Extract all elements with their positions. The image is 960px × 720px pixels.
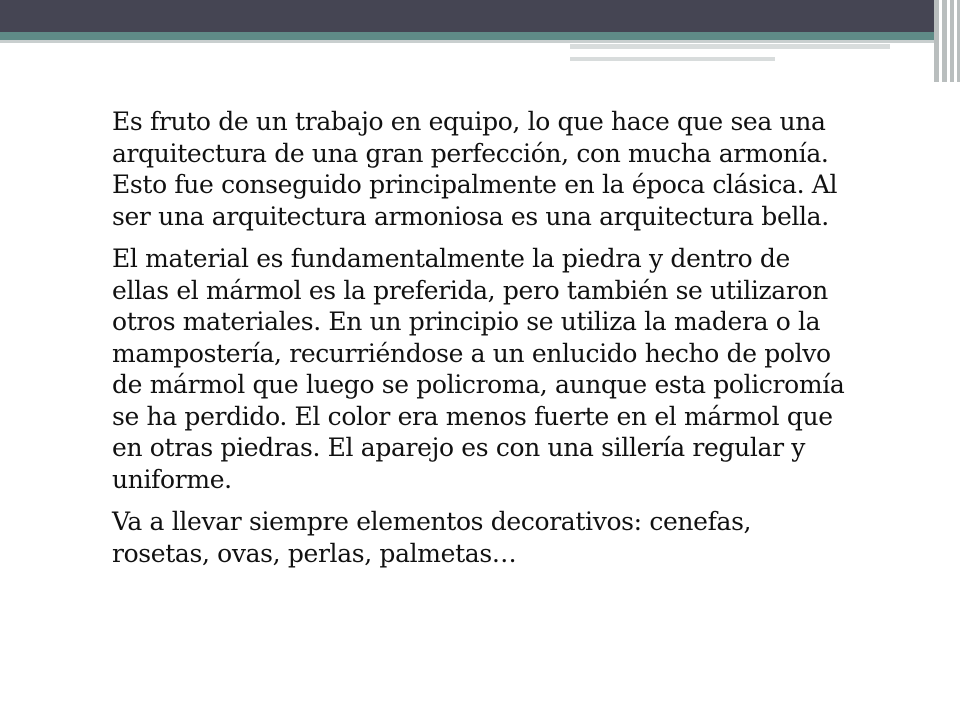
edge-line	[947, 0, 950, 82]
accent-strip	[0, 32, 935, 40]
edge-line	[939, 0, 942, 82]
decorative-bar-short	[570, 57, 775, 61]
slide-body	[112, 106, 852, 580]
header-band	[0, 0, 960, 32]
decorative-bar-highlight	[570, 49, 890, 51]
paragraph-3: Va a llevar siempre elementos decorativos: cenefas, rosetas, ovas, perlas, palmetas…	[112, 507, 752, 568]
paragraph-1: Es fruto de un trabajo en equipo, lo que hace que sea una arquitectura de una gran perfección, con mucha armonía. Esto fue conseguido principalmente en la época clásica. Al ser una arquitectura armoniosa es una arquitectura bella.	[112, 107, 838, 231]
paragraph-2: El material es fundamentalmente la piedra y dentro de ellas el mármol es la preferida, pero también se utilizaron otros materiales. En un principio se utiliza la madera o la mampostería, recurriéndose a un enlucido hecho de polvo de mármol que luego se policroma, aunque esta policromía se ha perdido. El color era menos fuerte en el mármol que en otras piedras. El aparejo es con una sillería regular y uniforme.	[112, 244, 845, 494]
right-edge-ornament	[934, 0, 960, 82]
header-divider-line	[0, 40, 935, 43]
edge-line	[954, 0, 957, 82]
